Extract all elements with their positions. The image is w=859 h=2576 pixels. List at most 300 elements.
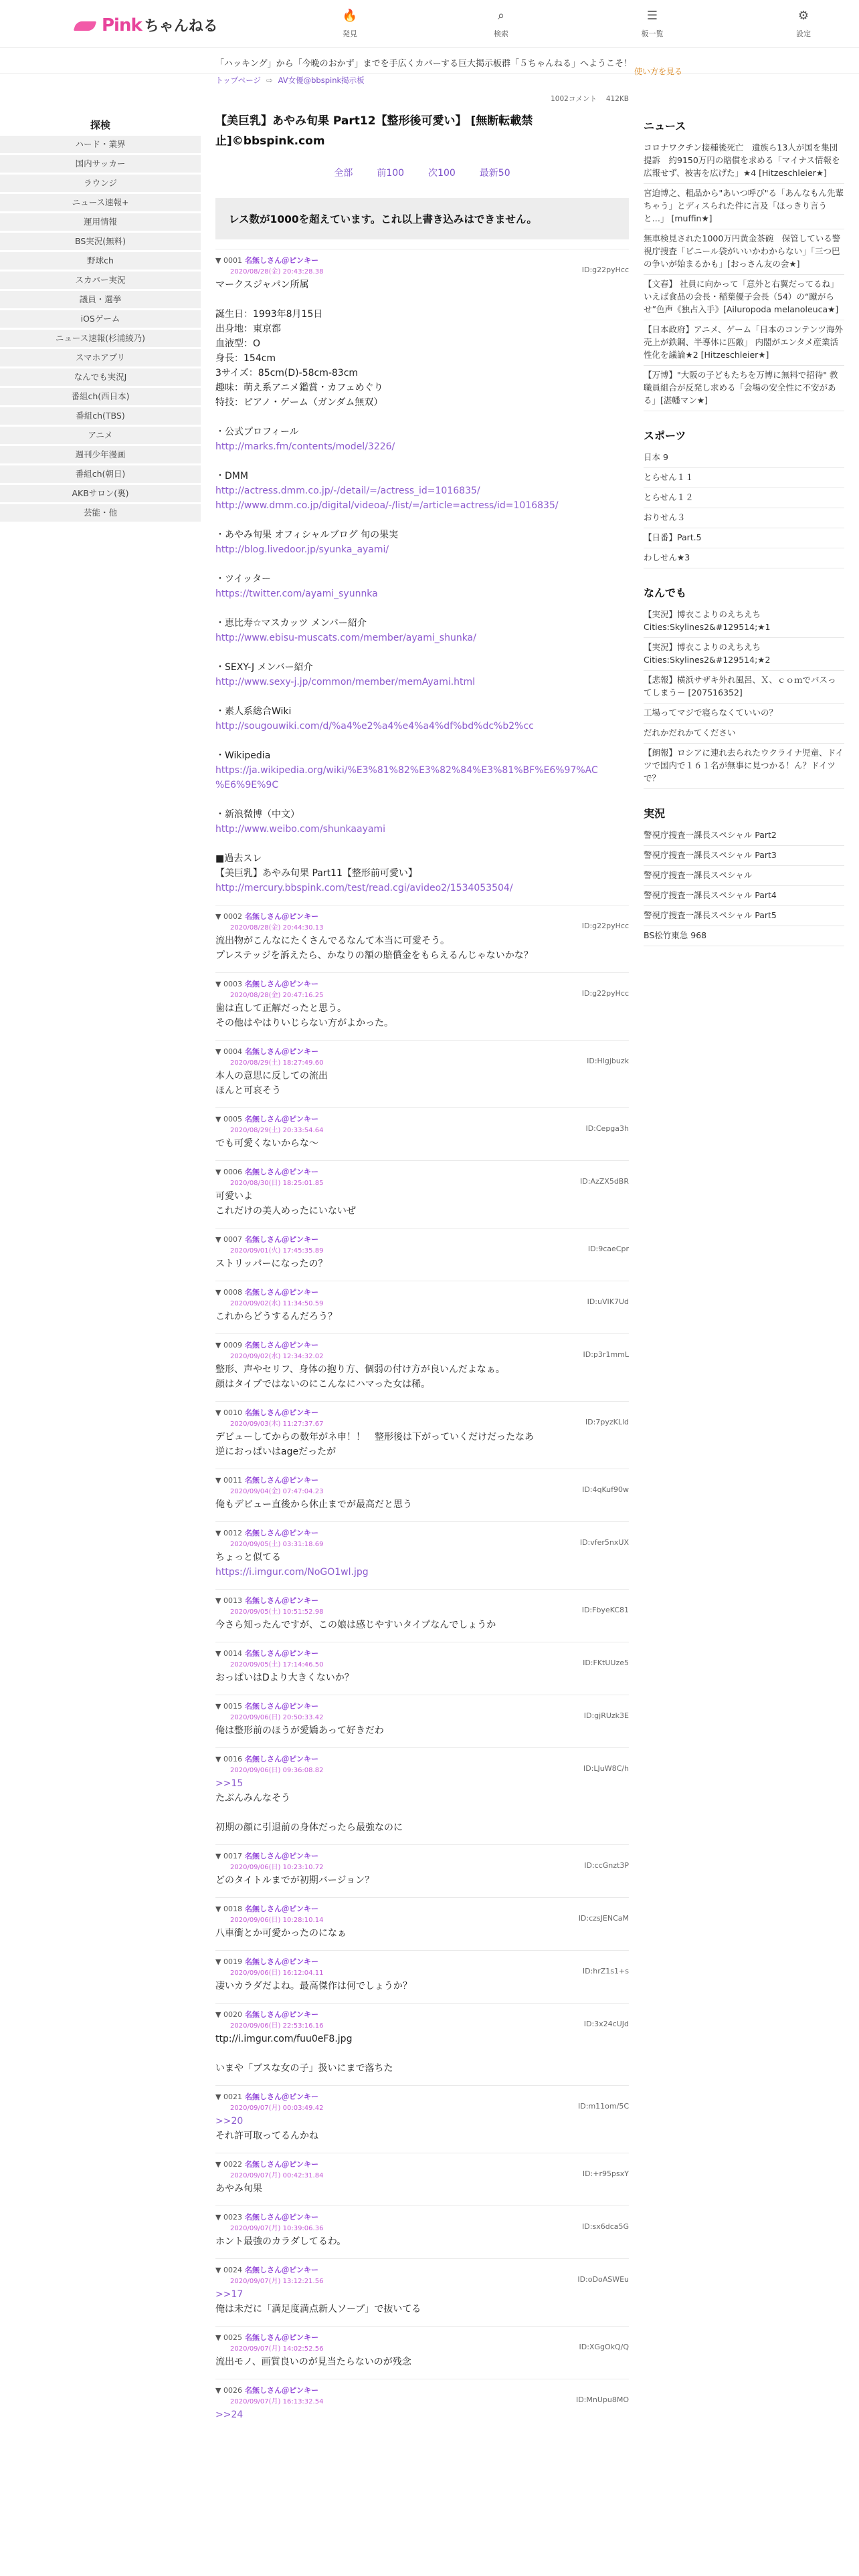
misc-list [644,605,844,789]
sidebar-item[interactable]: 議員・選挙 [0,291,201,308]
sidebar-item[interactable]: 野球ch [0,252,201,270]
post-date: 2020/09/06(日) 10:28:10.14 [230,1917,324,1924]
post-text: ・Wikipedia [215,750,271,761]
post-link[interactable]: http://mercury.bbspink.com/test/read.cgi/avideo2/1534053504/ [215,883,513,893]
post-header [215,1850,629,1861]
poster-name: 名無しさん＠ピンキー [244,1168,318,1176]
right-sidebar [644,118,844,946]
blank-line [215,792,629,807]
poster-id[interactable]: ID:9caeCpr [587,1245,629,1253]
blank-line [215,2046,629,2061]
gear-icon: ⚙ [797,9,809,23]
sidebar-item[interactable]: スマホアプリ [0,349,201,366]
poster-name: 名無しさん＠ピンキー [244,1341,318,1350]
poster-name: 名無しさん＠ピンキー [244,2266,318,2274]
post-item [215,1642,629,1695]
post-item [215,1897,629,1950]
post-link[interactable]: http://marks.fm/contents/model/3226/ [215,441,395,452]
sports-item[interactable]: 日本 9 [644,448,844,468]
post-link[interactable]: >>15 [215,1778,244,1789]
post-header [215,1113,629,1124]
poster-id[interactable]: ID:3x24cUJd [583,2020,629,2028]
top-header [0,0,859,48]
poster-name: 名無しさん＠ピンキー [244,980,318,988]
blank-line [215,513,629,528]
blank-line [215,601,629,616]
post-body [215,1362,629,1392]
thread-size: 412KB [605,95,629,103]
post-link[interactable]: %E6%9E%9C [215,780,279,790]
post-number[interactable]: ▼ 0015 [215,1702,242,1711]
breadcrumb-top[interactable]: トップページ [215,76,261,85]
post-text: 3サイズ：85cm(D)-58cm-83cm [215,368,359,379]
live-item[interactable]: 警視庁捜査一課長スペシャル [644,866,844,886]
post-item [215,1521,629,1589]
misc-item[interactable]: 工場ってマジで寝らなくていいの？ [644,704,844,724]
post-body [215,1776,629,1835]
post-date: 2020/08/28(金) 20:43:28.38 [230,268,324,276]
post-date: 2020/09/06(日) 09:36:08.82 [230,1767,324,1774]
news-item[interactable]: 【文春】 社員に向かって「意外と右翼だってるね」いえば食品の会長・稲葉優子会長（54）の“蹴がらせ”色声《独占入手》[Ailuropoda melanoleuca★] [644,275,844,320]
thread-title: 【美巨乳】あやみ旬果 Part12【整形後可愛い】 [無断転載禁止]©bbspink.com [215,114,533,148]
post-text: 整形、声やセリフ、身体の抱り方、個弱の付け方が良いんだよなぁ。 [215,1364,505,1375]
post-header [215,1339,629,1350]
post-date: 2020/09/03(木) 11:27:37.67 [230,1420,324,1428]
live-heading: 実況 [644,807,666,820]
thread-nav-link[interactable]: 次100 [428,168,456,179]
sidebar-item[interactable]: ニュース速報(杉浦綾乃) [0,330,201,347]
news-item[interactable]: 宮迫博之、粗品から"あいつ呼び"る「あんなもん先輩ちゃう」とディスられた件に言及「ほっきり言うと…」 [muffin★] [644,184,844,229]
logo-mark-icon [72,17,99,33]
poster-id[interactable]: ID:czsJENCaM [578,1914,629,1923]
post-date: 2020/09/07(月) 10:39:06.36 [230,2225,324,2232]
sidebar-item[interactable]: BS実況(無料) [0,233,201,250]
nav-fire[interactable] [274,8,425,39]
post-body [215,934,629,963]
poster-id[interactable]: ID:LJuW8C/h [583,1764,629,1773]
sidebar-item[interactable]: 番組ch(西日本) [0,388,201,405]
misc-item[interactable]: だれかだれかてください [644,724,844,744]
news-list [644,138,844,411]
live-item[interactable]: 警視庁捜査一課長スペシャル Part3 [644,846,844,866]
post-header [215,1046,629,1057]
poster-id[interactable]: ID:oDoASWEu [577,2275,629,2284]
breadcrumb-board[interactable]: AV女優@bbspink掲示板 [278,76,365,85]
post-number[interactable]: ▼ 0026 [215,2386,242,2395]
poster-name: 名無しさん＠ピンキー [244,256,318,265]
poster-id[interactable]: ID:XGgOkQ/Q [579,2343,629,2351]
post-number[interactable]: ▼ 0025 [215,2333,242,2342]
post-body [215,1069,629,1098]
post-number[interactable]: ▼ 0024 [215,2266,242,2274]
poster-id[interactable]: ID:g22pyHcc [581,265,629,274]
poster-name: 名無しさん＠ピンキー [244,2092,318,2101]
post-item [215,2258,629,2326]
sports-item[interactable]: わしせん★3 [644,548,844,568]
post-text: 流出モノ、画質良いのが見当たらないのが残念 [215,2357,411,2367]
post-header [215,2385,629,2395]
thread-nav [215,166,629,179]
poster-id[interactable]: ID:m11om/5C [578,2102,629,2111]
sports-item[interactable]: とらせん１２ [644,488,844,508]
poster-id[interactable]: ID:uVIK7Ud [587,1297,629,1306]
post-body [215,2181,629,2196]
post-number[interactable]: ▼ 0006 [215,1168,242,1176]
sidebar-item[interactable]: なんでも実況J [0,368,201,386]
post-text: 血液型：O [215,338,261,349]
poster-name: 名無しさん＠ピンキー [244,2213,318,2222]
post-date: 2020/09/04(金) 07:47:04.23 [230,1488,324,1495]
post-text: おっぱいはDより大きくないか？ [215,1673,354,1683]
post-header [215,2264,629,2275]
sports-item[interactable]: とらせん１１ [644,468,844,488]
poster-name: 名無しさん＠ピンキー [244,1235,318,1244]
post-number[interactable]: ▼ 0023 [215,2213,242,2222]
post-date: 2020/09/06(日) 22:53:16.16 [230,2022,324,2030]
post-number[interactable]: ▼ 0003 [215,980,242,988]
post-date: 2020/09/07(月) 16:13:32.54 [230,2398,324,2405]
post-text: 凄いカラダだよね。最高傑作は何でしょうか？ [215,1981,412,1992]
search-icon: ⌕ [497,9,505,23]
poster-id[interactable]: ID:7pyzKLld [585,1418,629,1426]
post-number[interactable]: ▼ 0004 [215,1047,242,1056]
post-number[interactable]: ▼ 0005 [215,1115,242,1123]
poster-name: 名無しさん＠ピンキー [244,1702,318,1711]
poster-name: 名無しさん＠ピンキー [244,1755,318,1763]
post-number[interactable]: ▼ 0010 [215,1408,242,1417]
post-header [215,1903,629,1914]
post-number[interactable]: ▼ 0009 [215,1341,242,1350]
post-link[interactable]: https://twitter.com/ayami_syunnka [215,588,378,599]
misc-heading: なんでも [644,586,687,599]
post-header [215,978,629,989]
poster-id[interactable]: ID:FbyeKC81 [581,1606,629,1614]
post-number[interactable]: ▼ 0011 [215,1476,242,1485]
post-item [215,905,629,972]
post-date: 2020/09/05(土) 10:51:52.98 [230,1608,324,1616]
poster-name: 名無しさん＠ピンキー [244,1476,318,1485]
post-number[interactable]: ▼ 0022 [215,2160,242,2169]
post-text: ほんと可哀そう [215,1085,281,1096]
post-item [215,1401,629,1469]
post-link[interactable]: http://sougouwiki.com/d/%a4%e2%a4%e4%a4%df%bd%dc%b2%cc [215,721,534,732]
post-text: たぶんみんなそう [215,1793,290,1804]
poster-name: 名無しさん＠ピンキー [244,1529,318,1537]
post-date: 2020/08/30(日) 18:25:01.85 [230,1180,324,1187]
blank-line [215,837,629,851]
site-logo[interactable] [72,15,218,35]
post-text: でも可愛くないからな～ [215,1138,318,1149]
poster-id[interactable]: ID:sx6dca5G [582,2222,629,2231]
post-number[interactable]: ▼ 0016 [215,1755,242,1763]
nav-gear[interactable] [728,8,859,39]
sidebar-item[interactable]: ラウンジ [0,175,201,192]
post-body [215,1979,629,1994]
notice-bar [0,48,859,74]
post-text: 誕生日：1993年8月15日 [215,309,323,320]
post-body [215,1723,629,1738]
post-header [215,1701,629,1711]
post-link[interactable]: >>17 [215,2289,244,2300]
post-header [215,1648,629,1658]
news-heading: ニュース [644,120,686,132]
post-link[interactable]: http://www.sexy-j.jp/common/member/memAyami.html [215,677,476,687]
logo-rest-text: ちゃんねる [144,18,218,35]
post-text: ttp://i.imgur.com/fuu0eF8.jpg [215,2034,353,2044]
poster-id[interactable]: ID:p3r1mmL [583,1350,629,1359]
news-item[interactable]: 【万博】"大阪の子どもたちを万博に無料で招待" 教職員組合が反発し求める「会場の安全性に不安がある」[湛幡マン★] [644,366,844,411]
post-date: 2020/09/07(月) 00:42:31.84 [230,2172,324,2179]
post-date: 2020/09/01(火) 17:45:35.89 [230,1247,324,1255]
post-body [215,2287,629,2317]
post-text: あやみ旬果 [215,2183,262,2194]
sidebar-item[interactable]: 運用情報 [0,213,201,231]
post-number[interactable]: ▼ 0007 [215,1235,242,1244]
post-number[interactable]: ▼ 0012 [215,1529,242,1537]
post-header [215,2212,629,2222]
post-item [215,1281,629,1333]
post-header [215,1407,629,1418]
left-sidebar [0,118,201,524]
post-number[interactable]: ▼ 0008 [215,1288,242,1297]
post-text: ちょっと似てる [215,1552,281,1563]
post-number[interactable]: ▼ 0002 [215,912,242,921]
post-link[interactable]: http://blog.livedoor.jp/syunka_ayami/ [215,544,389,555]
sidebar-item[interactable]: 番組ch(TBS) [0,407,201,425]
post-item [215,2379,629,2432]
poster-id[interactable]: ID:g22pyHcc [581,922,629,930]
sidebar-item[interactable]: AKBサロン(裏) [0,485,201,502]
poster-name: 名無しさん＠ピンキー [244,1649,318,1658]
blank-line [215,1806,629,1820]
poster-id[interactable]: ID:vfer5nxUX [579,1538,629,1547]
post-text: 特技：ピアノ・ゲーム（ガンダム無双） [215,397,383,408]
blank-line [215,557,629,572]
post-text: 身長：154cm [215,353,276,364]
sidebar-item[interactable]: 芸能・他 [0,504,201,522]
post-body [215,1550,629,1580]
thread-nav-link[interactable]: 全部 [334,168,353,179]
blank-line [215,734,629,748]
post-number[interactable]: ▼ 0017 [215,1852,242,1860]
poster-name: 名無しさん＠ピンキー [244,2386,318,2395]
post-text: ・公式プロフィール [215,427,299,437]
poster-id[interactable]: ID:gjRUzk3E [583,1711,629,1720]
poster-id[interactable]: ID:+r95psxY [582,2169,629,2178]
sidebar-item[interactable]: アニメ [0,427,201,444]
post-text: ・新浪微博（中文） [215,809,300,820]
nav-list[interactable] [577,8,728,39]
poster-name: 名無しさん＠ピンキー [244,2160,318,2169]
post-date: 2020/09/07(月) 13:12:21.56 [230,2278,324,2285]
sidebar-item[interactable]: 番組ch(朝日) [0,465,201,483]
post-date: 2020/09/06(日) 20:50:33.42 [230,1714,324,1721]
poster-id[interactable]: ID:AzZX5dBR [580,1177,629,1186]
post-text: 逆におっぱいはageだったが [215,1446,337,1457]
post-number[interactable]: ▼ 0018 [215,1905,242,1913]
post-text: ■過去スレ [215,853,262,864]
post-body [215,2234,629,2249]
post-link[interactable]: http://actress.dmm.co.jp/-/detail/=/actress_id=1016835/ [215,486,480,496]
post-text: その他はやはりいじらない方がよかった。 [215,1018,393,1029]
post-text: マークスジャパン所属 [215,280,309,290]
post-link[interactable]: >>20 [215,2116,244,2127]
post-link[interactable]: http://www.weibo.com/shunkaayami [215,824,385,835]
post-header [215,2159,629,2169]
list-icon: ☰ [646,9,658,23]
poster-name: 名無しさん＠ピンキー [244,1957,318,1966]
post-link[interactable]: http://www.dmm.co.jp/digital/videoa/-/list/=/article=actress/id=1016835/ [215,500,559,511]
limit-warning: レス数が1000を超えています。これ以上書き込みはできません。 [215,198,629,239]
post-text: ・恵比寿☆マスカッツ メンバー紹介 [215,618,367,629]
post-number[interactable]: ▼ 0021 [215,2092,242,2101]
post-text: 俺は未だに「満足度満点新人ソープ」で抜いてる [215,2304,421,2315]
post-text: ・素人系総合Wiki [215,706,292,717]
post-text: 今さら知ったんですが、この娘は感じやすいタイプなんでしょうか [215,1620,496,1630]
post-text: 初期の顔に引退前の身体だったら最強なのに [215,1822,403,1833]
logo-pink-text: Pink [102,15,142,35]
post-body [215,1671,629,1685]
post-item [215,1160,629,1228]
post-link[interactable]: https://ja.wikipedia.org/wiki/%E3%81%82%E3%82%84%E3%81%BF%E6%97%AC [215,765,598,776]
post-body [215,2355,629,2369]
misc-item[interactable]: 【朗報】ロシアに連れ去られたウクライナ児童、ドイツで国内で１６１名が無事に見つかる！ん？ドイツで？ [644,744,844,789]
live-item[interactable]: 警視庁捜査一課長スペシャル Part4 [644,886,844,906]
poster-name: 名無しさん＠ピンキー [244,1408,318,1417]
sidebar-item[interactable]: ハード・業界 [0,136,201,153]
post-text: 趣味：萌え系アニメ鑑賞・カフェめぐり [215,383,383,393]
misc-item[interactable]: 【実況】博衣こよりのえちえちCities:Skylines2&#129514;★1 [644,605,844,638]
post-item [215,2003,629,2085]
nav-search[interactable] [425,8,577,39]
live-item[interactable]: 警視庁捜査一課長スペシャル Part2 [644,826,844,846]
post-link[interactable]: >>24 [215,2409,244,2420]
post-text: 出身地：東京都 [215,324,281,334]
post-link[interactable]: https://i.imgur.com/NoGO1wl.jpg [215,1567,369,1578]
post-text: 本人の意思に反しての流出 [215,1071,328,1081]
post-body [215,1618,629,1632]
sidebar-item[interactable]: 国内サッカー [0,155,201,173]
post-number[interactable]: ▼ 0020 [215,2010,242,2019]
post-body [215,1926,629,1941]
post-text: ・SEXY-J メンバー紹介 [215,662,313,673]
post-text: 八車衝とか可愛かったのになぁ [215,1928,347,1939]
misc-item[interactable]: 【悲報】横浜サザキ外れ風呂、Ｘ、ｃｏｍでバスってしまう－ [207516352] [644,671,844,704]
sidebar-item[interactable]: ニュース速報+ [0,194,201,211]
post-body [215,1257,629,1271]
poster-id[interactable]: ID:Cepga3h [585,1124,629,1133]
sports-list [644,448,844,568]
blank-line [215,410,629,425]
post-date: 2020/09/05(土) 17:14:46.50 [230,1661,324,1669]
post-text: ・ツイッター [215,574,272,584]
poster-name: 名無しさん＠ピンキー [244,2010,318,2019]
post-text: 【美巨乳】あやみ旬果 Part11【整形前可愛い】 [215,868,417,879]
post-text: ・DMM [215,471,248,481]
post-header [215,1527,629,1538]
poster-name: 名無しさん＠ピンキー [244,912,318,921]
post-number[interactable]: ▼ 0001 [215,256,242,265]
post-item [215,1469,629,1521]
poster-id[interactable]: ID:hrZ1s1+s [582,1967,629,1975]
sports-heading: スポーツ [644,429,686,442]
thread-nav-link[interactable]: 前100 [377,168,405,179]
post-header [215,2332,629,2343]
blank-line [215,292,629,307]
post-link[interactable]: http://www.ebisu-muscats.com/member/ayami_shunka/ [215,633,476,643]
post-body [215,1136,629,1151]
post-body [215,1189,629,1218]
sports-item[interactable]: 【日番】Part.5 [644,528,844,548]
post-header [215,1753,629,1764]
post-body [215,1430,629,1459]
nav-label: 検索 [494,29,508,38]
thread-meta [215,91,629,104]
post-header [215,2009,629,2020]
poster-id[interactable]: ID:4qKuf90w [582,1485,629,1494]
poster-name: 名無しさん＠ピンキー [244,2333,318,2342]
poster-id[interactable]: ID:g22pyHcc [581,989,629,998]
post-date: 2020/09/07(月) 00:03:49.42 [230,2105,324,2112]
post-text: 歯は直して正解だったと思う。 [215,1003,347,1014]
post-text: ・あやみ旬果 オフィシャルブログ 旬の果実 [215,530,399,540]
post-item [215,1333,629,1401]
poster-name: 名無しさん＠ピンキー [244,1905,318,1913]
post-body [215,1873,629,1888]
top-nav [274,8,859,39]
misc-item[interactable]: 【実況】博衣こよりのえちえちCities:Skylines2&#129514;★2 [644,638,844,671]
poster-id[interactable]: ID:Hlgjbuzk [587,1057,629,1065]
post-item [215,1040,629,1107]
breadcrumb-separator-icon: ⇨ [266,76,273,85]
sports-item[interactable]: おりせん３ [644,508,844,528]
post-header [215,1475,629,1485]
post-body [215,1309,629,1324]
post-item [215,2153,629,2206]
post-text: 顔はタイプではないのにこんなにハマった女は稀。 [215,1379,431,1390]
poster-id[interactable]: ID:MnUpu8MO [575,2395,629,2404]
thread-nav-link[interactable]: 最新50 [479,168,510,179]
post-body [215,2407,629,2422]
post-header [215,1956,629,1967]
post-text: これからどうするんだろう？ [215,1311,337,1322]
post-header [215,911,629,922]
poster-id[interactable]: ID:ccGnzt3P [584,1861,629,1870]
post-text: 俺もデビュー直後から休止までが最高だと思う [215,1499,412,1510]
post-number[interactable]: ▼ 0019 [215,1957,242,1966]
poster-id[interactable]: ID:FKtUUze5 [583,1658,629,1667]
welcome-message: 「ハッキング」から「今晩のおかず」までを手広くカバーする巨大掲示板群「５ちゃんねる」へようこそ！ [215,59,632,69]
live-item[interactable]: 警視庁捜査一課長スペシャル Part5 [644,906,844,926]
post-number[interactable]: ▼ 0014 [215,1649,242,1658]
post-date: 2020/09/05(土) 03:31:18.69 [230,1541,324,1548]
news-item[interactable]: 【日本政府】アニメ、ゲーム「日本のコンテンツ海外売上が鉄鋼、半導体に匹敵」 内閣がエンタメ産業活性化を議論★2 [Hitzeschleier★] [644,320,844,366]
post-text: これだけの美人めったにいないぜ [215,1206,356,1216]
post-header [215,2091,629,2102]
post-number[interactable]: ▼ 0013 [215,1596,242,1605]
sidebar-item[interactable]: 週刊少年漫画 [0,446,201,463]
sidebar-item[interactable]: iOSゲーム [0,310,201,328]
post-date: 2020/08/29(土) 20:33:54.64 [230,1127,324,1134]
blank-line [215,454,629,469]
live-item[interactable]: BS松竹東急 968 [644,926,844,946]
post-header [215,1166,629,1177]
news-item[interactable]: 無車検見された1000万円黄金茶碗 保管している警視庁捜査「ビニール袋がいいかわからない」「三つ巴の争いが始まるかも」[おっさん友の会★] [644,229,844,275]
news-item[interactable]: コロナワクチン接種後死亡 遺族ら13人が国を集団提訴 約9150万円の賠償を求める「マイナス情報を広報せず、被害を広げた」★4 [Hitzeschleier★] [644,138,844,184]
post-item [215,1747,629,1844]
sidebar-item[interactable]: スカパー実況 [0,272,201,289]
help-link[interactable]: 使い方を見る [634,67,683,76]
